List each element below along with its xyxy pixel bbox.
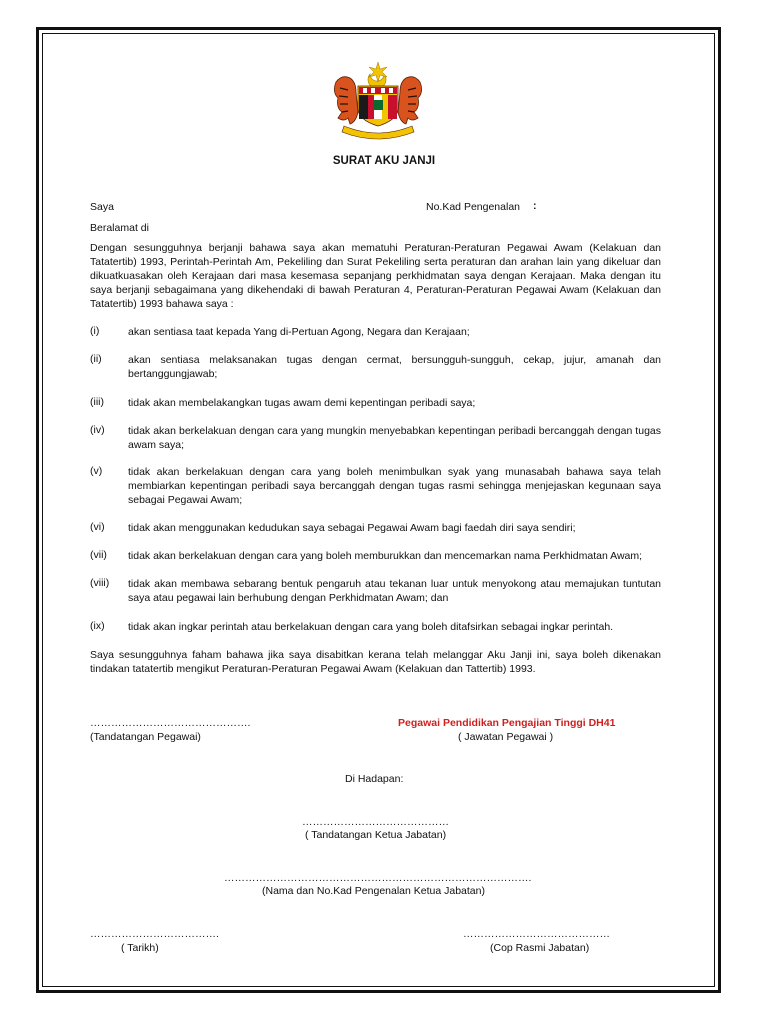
officer-position-value: Pegawai Pendidikan Pengajian Tinggi DH41	[398, 717, 616, 729]
intro-paragraph: Dengan sesungguhnya berjanji bahawa saya akan mematuhi Peraturan-Peraturan Pegawai Awam (Kelakuan dan Tatatertib) 1993, Perintah-Perintah Am, Pekeliling dan Surat Pekeliling serta peraturan dan arahan lain yang dikeluar dan dikuatkuasakan oleh Kerajaan dari masa kesemasa sepanjang perkhidmatan saya dengan Kerajaan. Maka dengan itu saya berjanji sebagaimana yang dikehendaki di bawah Peraturan 4, Peraturan-Peraturan Pegawai Awam (Kelakuan dan Tatatertib) 1993 bahawa saya :	[90, 242, 661, 310]
witness-label: Di Hadapan:	[345, 773, 404, 785]
item-number: (ix)	[90, 620, 105, 632]
item-text: tidak akan berkelakuan dengan cara yang boleh memburukkan dan mencemarkan nama Perkhidmatan Awam;	[128, 550, 643, 562]
item-number: (ii)	[90, 353, 102, 365]
ic-label: No.Kad Pengenalan	[426, 201, 520, 213]
item-text: tidak akan membelakangkan tugas awam demi kepentingan peribadi saya;	[128, 397, 476, 409]
item-number: (viii)	[90, 577, 110, 589]
date-label: ( Tarikh)	[121, 942, 159, 954]
item-number: (i)	[90, 325, 100, 337]
officer-signature-label: (Tandatangan Pegawai)	[90, 731, 201, 743]
closing-paragraph: Saya sesungguhnya faham bahawa jika saya disabitkan kerana telah melanggar Aku Janji ini, saya boleh dikenakan tindakan tatatertib mengikut Peraturan-Peraturan Pegawai Awam (Kelakuan dan Tattertib) 1993.	[90, 649, 661, 675]
officer-signature-line: ……………………………………….	[90, 717, 251, 729]
name-label: Saya	[90, 201, 114, 213]
item-number: (iii)	[90, 396, 104, 408]
page-border-inner	[42, 33, 715, 987]
head-signature-label: ( Tandatangan Ketua Jabatan)	[305, 829, 447, 841]
head-signature-line: ……………………………………	[302, 816, 449, 828]
item-number: (vii)	[90, 549, 107, 561]
officer-position-label: ( Jawatan Pegawai )	[458, 731, 554, 743]
head-name-label: (Nama dan No.Kad Pengenalan Ketua Jabatan)	[262, 885, 485, 897]
stamp-line: ……………………………………	[463, 928, 610, 940]
item-text: tidak akan ingkar perintah atau berkelakuan dengan cara yang boleh ditafsirkan sebagai ingkar perintah.	[128, 621, 614, 633]
date-line: ……………………………….	[90, 928, 219, 940]
head-name-line: …………………………………………………………………………….	[224, 872, 532, 884]
item-number: (iv)	[90, 424, 105, 436]
item-text: akan sentiasa melaksanakan tugas dengan cermat, bersungguh-sungguh, cekap, jujur, amanah dan bertanggungjawab;	[128, 354, 661, 380]
document-title: SURAT AKU JANJI	[332, 155, 436, 167]
address-label: Beralamat di	[90, 222, 149, 234]
item-text: tidak akan berkelakuan dengan cara yang mungkin menyebabkan kepentingan peribadi bercanggah dengan tugas awam saya;	[128, 425, 661, 451]
item-text: tidak akan menggunakan kedudukan saya sebagai Pegawai Awam bagi faedah diri saya sendiri;	[128, 522, 576, 534]
item-text: akan sentiasa taat kepada Yang di-Pertuan Agong, Negara dan Kerajaan;	[128, 326, 470, 338]
item-text: tidak akan berkelakuan dengan cara yang boleh menimbulkan syak yang munasabah bahawa saya telah membiarkan kepentingan peribadi saya bercanggah dengan tugas rasmi sehingga menjejaskan kegunaan saya sebagai Pegawai Awam;	[128, 466, 661, 506]
item-text: tidak akan membawa sebarang bentuk pengaruh atau tekanan luar untuk menyokong atau memajukan tuntutan saya atau pegawai lain berhubung dengan Perkhidmatan Awam; dan	[128, 578, 661, 604]
stamp-label: (Cop Rasmi Jabatan)	[490, 942, 590, 954]
coat-of-arms-icon	[328, 60, 428, 142]
item-number: (vi)	[90, 521, 105, 533]
ic-colon: :	[533, 200, 537, 212]
item-number: (v)	[90, 465, 103, 477]
